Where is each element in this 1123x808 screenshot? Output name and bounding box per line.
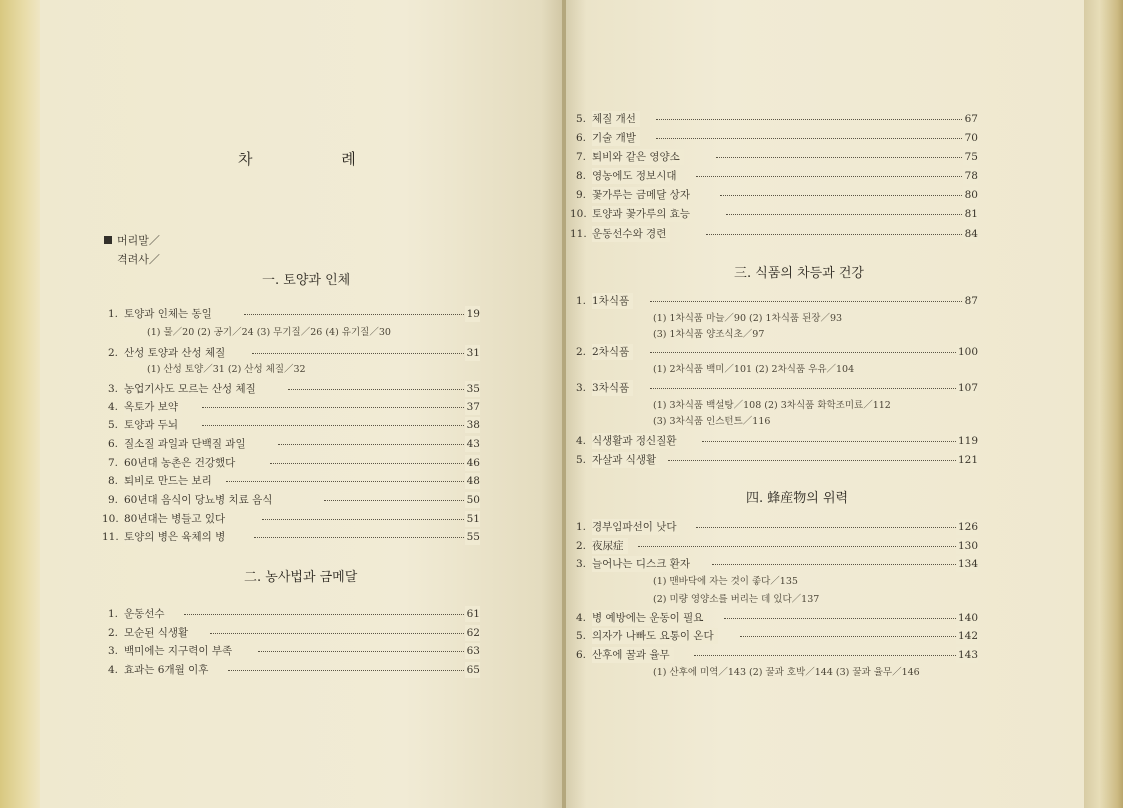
toc-entry[interactable]: 4. 식생활과 정신질환 119	[575, 435, 978, 447]
toc-subentry: (1) 2차식품 백미／101 (2) 2차식품 우유／104	[653, 364, 855, 375]
toc-subentry: (1) 맨바닥에 자는 것이 좋다／135	[653, 576, 798, 587]
toc-entry[interactable]: 9. 꽃가루는 금메달 상자 80	[575, 189, 978, 201]
toc-entry[interactable]: 7. 퇴비와 같은 영양소 75	[575, 151, 978, 163]
toc-entry[interactable]: 3. 3차식품 107	[575, 382, 978, 394]
toc-subentry: (1) 물／20 (2) 공기／24 (3) 무기질／26 (4) 유기질／30	[147, 327, 391, 338]
section-heading-1: 一. 토양과 인체	[262, 273, 351, 288]
square-bullet-icon	[104, 236, 112, 244]
toc-subentry: (1) 산성 토양／31 (2) 산성 체질／32	[147, 364, 306, 375]
toc-entry[interactable]: 1. 1차식품 87	[575, 295, 978, 307]
toc-entry[interactable]: 8. 영농에도 정보시대 78	[575, 170, 978, 182]
toc-entry[interactable]: 4. 병 예방에는 운동이 필요 140	[575, 612, 978, 624]
toc-subentry: (1) 산후에 미역／143 (2) 꿀과 호박／144 (3) 꿀과 율무／146	[653, 667, 920, 678]
book-edge-left	[0, 0, 40, 808]
toc-entry[interactable]: 6. 산후에 꿀과 율무 143	[575, 649, 978, 661]
toc-entry[interactable]: 3. 늘어나는 디스크 환자 134	[575, 558, 978, 570]
toc-entry[interactable]: 11. 운동선수와 경련 84	[570, 228, 978, 240]
toc-entry[interactable]: 10. 80년대는 병들고 있다 51	[102, 513, 480, 525]
toc-entry[interactable]: 5. 체질 개선 67	[575, 113, 978, 125]
section-heading-3: 三. 식품의 차등과 건강	[734, 266, 864, 281]
toc-subentry: (1) 3차식품 백설탕／108 (2) 3차식품 화학조미료／112	[653, 400, 891, 411]
toc-entry[interactable]: 3. 백미에는 지구력이 부족 63	[107, 645, 480, 657]
toc-subentry: (3) 1차식품 양조식초／97	[653, 329, 765, 340]
toc-entry[interactable]: 1. 경부임파선이 낫다 126	[575, 521, 978, 533]
toc-entry[interactable]: 2. 2차식품 100	[575, 346, 978, 358]
toc-entry[interactable]: 5. 의자가 나빠도 요통이 온다 142	[575, 630, 978, 642]
toc-entry[interactable]: 2. 모순된 식생활 62	[107, 627, 480, 639]
toc-entry[interactable]: 4. 옥토가 보약 37	[107, 401, 480, 413]
toc-entry[interactable]: 1. 운동선수 61	[107, 608, 480, 620]
toc-entry[interactable]: 5. 자살과 식생활 121	[575, 454, 978, 466]
toc-subentry: (3) 3차식품 인스턴트／116	[653, 416, 771, 427]
toc-subentry: (1) 1차식품 마늘／90 (2) 1차식품 된장／93	[653, 313, 843, 324]
section-heading-4: 四. 蜂産物의 위력	[746, 491, 849, 506]
toc-subentry: (2) 미량 영양소를 버리는 데 있다／137	[653, 594, 820, 605]
toc-entry[interactable]: 6. 기술 개발 70	[575, 132, 978, 144]
toc-entry[interactable]: 10. 토양과 꽃가루의 효능 81	[570, 208, 978, 220]
toc-entry[interactable]: 3. 농업기사도 모르는 산성 체질 35	[107, 383, 480, 395]
toc-entry[interactable]: 9. 60년대 음식이 당뇨병 치료 음식 50	[107, 494, 480, 506]
book-edge-right	[1084, 0, 1123, 808]
page-title: 차 례	[238, 150, 398, 168]
section-heading-2: 二. 농사법과 금메달	[244, 570, 358, 585]
toc-entry[interactable]: 6. 질소질 과일과 단백질 과일 43	[107, 438, 480, 450]
toc-entry[interactable]: 8. 퇴비로 만드는 보리 48	[107, 475, 480, 487]
front-matter-foreword: 격려사／	[117, 253, 160, 266]
toc-entry[interactable]: 2. 산성 토양과 산성 체질 31	[107, 347, 480, 359]
front-matter-preface: 머리말／	[104, 232, 160, 248]
toc-entry[interactable]: 7. 60년대 농촌은 건강했다 46	[107, 457, 480, 469]
toc-entry[interactable]: 4. 효과는 6개월 이후 65	[107, 664, 480, 676]
toc-entry[interactable]: 5. 토양과 두뇌 38	[107, 419, 480, 431]
toc-entry[interactable]: 1. 토양과 인체는 동일 19	[107, 308, 480, 320]
toc-entry[interactable]: 11. 토양의 병은 육체의 병 55	[102, 531, 480, 543]
toc-entry[interactable]: 2. 夜尿症 130	[575, 540, 978, 552]
